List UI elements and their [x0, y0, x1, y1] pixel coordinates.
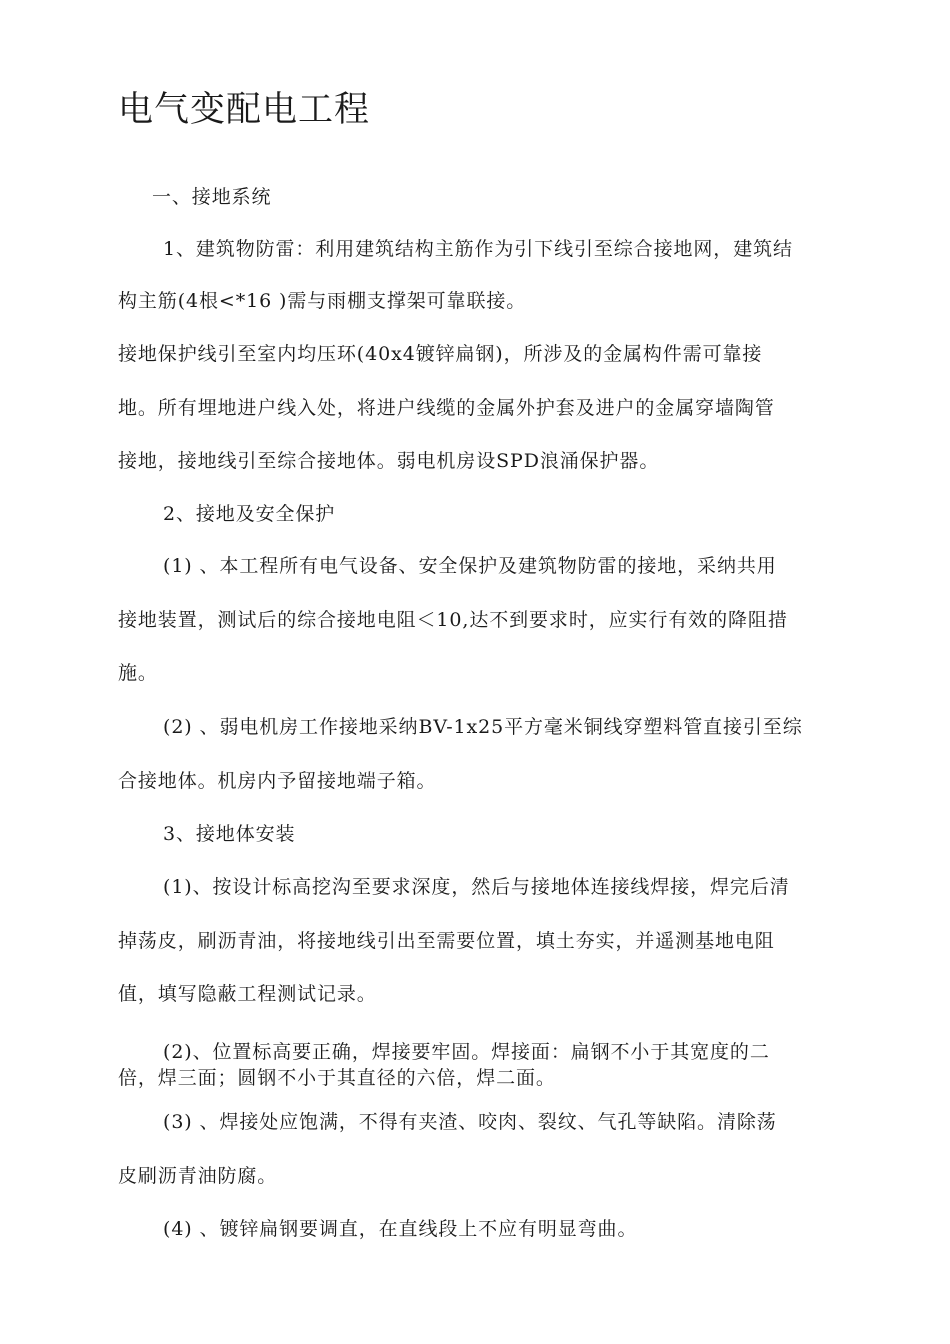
paragraph-line: (2)、位置标高要正确，焊接要牢固。焊接面：扁钢不小于其宽度的二: [163, 1041, 770, 1063]
paragraph-line: 合接地体。机房内予留接地端子箱。: [118, 770, 437, 792]
document-title: 电气变配电工程: [118, 90, 371, 130]
paragraph-line: 施。: [118, 662, 158, 684]
paragraph-line: 掉荡皮，刷沥青油，将接地线引出至需要位置，填土夯实，并遥测基地电阻: [118, 930, 775, 952]
paragraph-line: 皮刷沥青油防腐。: [118, 1165, 278, 1187]
paragraph-line: 接地装置，测试后的综合接地电阻＜10,达不到要求时，应实行有效的降阻措: [118, 609, 788, 631]
paragraph-line: 值，填写隐蔽工程测试记录。: [118, 983, 377, 1005]
section-heading-grounding-system: 一、接地系统: [152, 186, 272, 208]
paragraph-line: (3) 、焊接处应饱满，不得有夹渣、咬肉、裂纹、气孔等缺陷。清除荡: [163, 1111, 777, 1133]
paragraph-line: 倍，焊三面；圆钢不小于其直径的六倍，焊二面。: [118, 1067, 556, 1089]
paragraph-line: (1)、按设计标高挖沟至要求深度，然后与接地体连接线焊接，焊完后清: [163, 876, 790, 898]
paragraph-line: 接地保护线引至室内均压环(40x4镀锌扁钢)，所涉及的金属构件需可靠接: [118, 343, 763, 365]
subsection-heading: 2、接地及安全保护: [163, 503, 336, 525]
paragraph-line: (1) 、本工程所有电气设备、安全保护及建筑物防雷的接地，采纳共用: [163, 555, 777, 577]
paragraph-line: (4) 、镀锌扁钢要调直，在直线段上不应有明显弯曲。: [163, 1218, 638, 1240]
paragraph-line: 1、建筑物防雷：利用建筑结构主筋作为引下线引至综合接地网，建筑结: [163, 238, 793, 260]
paragraph-line: 接地，接地线引至综合接地体。弱电机房设SPD浪涌保护器。: [118, 450, 660, 472]
subsection-heading: 3、接地体安装: [163, 823, 296, 845]
paragraph-line: 构主筋(4根<*16 )需与雨棚支撑架可靠联接。: [118, 290, 527, 312]
paragraph-line: (2) 、弱电机房工作接地采纳BV-1x25平方毫米铜线穿塑料管直接引至综: [163, 716, 803, 738]
paragraph-line: 地。所有埋地进户线入处，将进户线缆的金属外护套及进户的金属穿墙陶管: [118, 397, 775, 419]
